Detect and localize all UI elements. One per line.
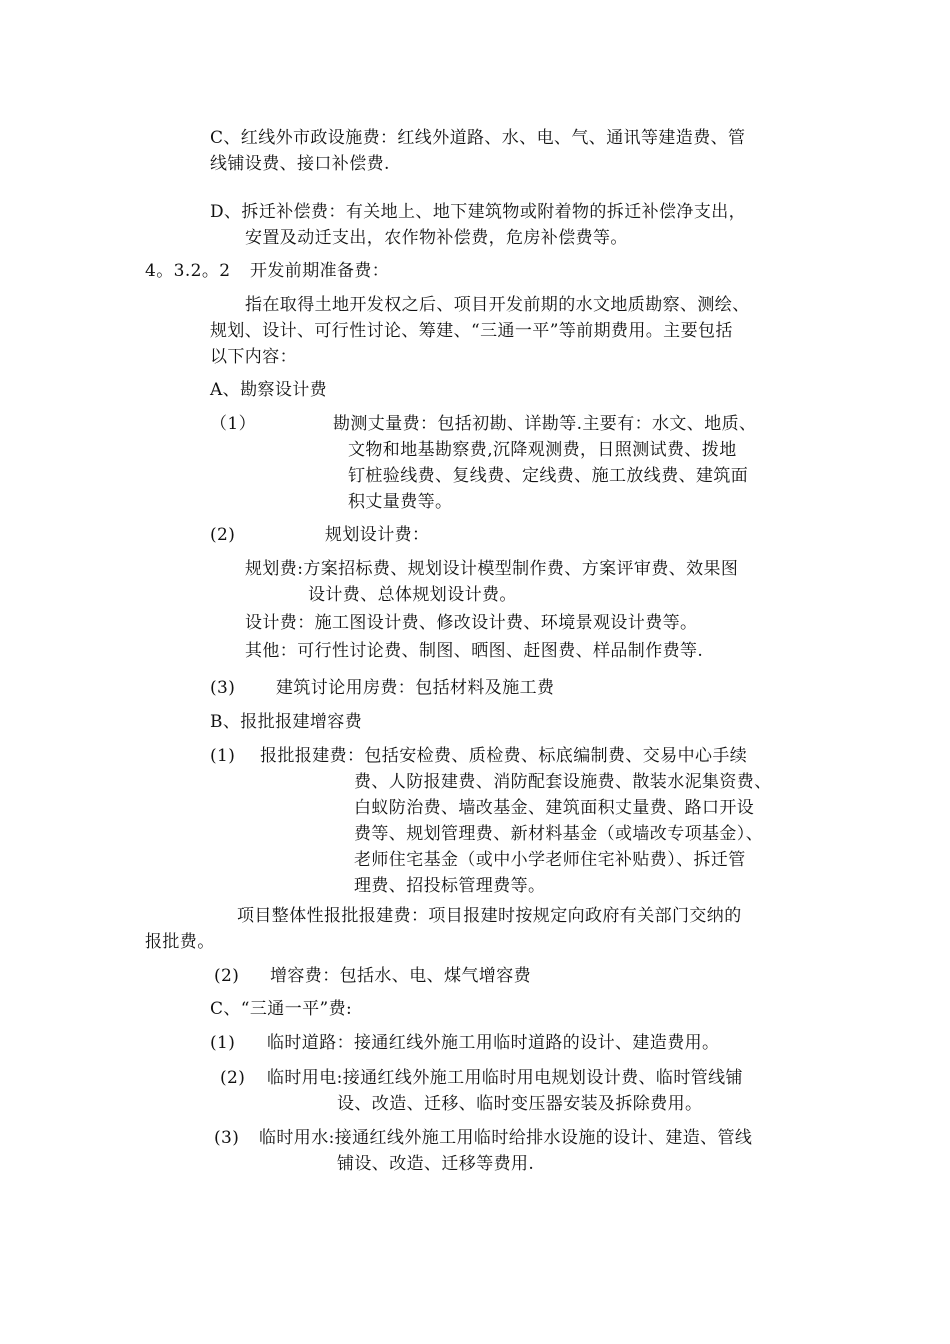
part-b-item-1-line-1: 报批报建费：包括安检费、质检费、标底编制费、交易中心手续 bbox=[260, 746, 748, 766]
part-a-item-3-num: (3) bbox=[210, 678, 236, 698]
other-fee-line: 其他：可行性讨论费、制图、晒图、赶图费、样品制作费等. bbox=[245, 641, 704, 661]
intro-line-2: 规划、设计、可行性讨论、筹建、“三通一平”等前期费用。主要包括 bbox=[210, 321, 733, 341]
part-b-item-1-num: (1) bbox=[210, 746, 236, 766]
part-a-item-1-line-3: 钉桩验线费、复线费、定线费、施工放线费、建筑面 bbox=[348, 466, 749, 486]
part-c-title: C、“三通一平”费: bbox=[210, 999, 353, 1019]
part-a-item-2-num: (2) bbox=[210, 525, 236, 545]
overall-fee-line-2: 报批费。 bbox=[145, 932, 215, 952]
section-d-line-1: D、拆迁补偿费：有关地上、地下建筑物或附着物的拆迁补偿净支出， bbox=[210, 202, 747, 222]
section-c-line-2: 线铺设费、接口补偿费. bbox=[210, 154, 390, 174]
planning-fee-line-1: 规划费:方案招标费、规划设计模型制作费、方案评审费、效果图 bbox=[245, 559, 739, 579]
part-b-title: B、报批报建增容费 bbox=[210, 712, 363, 732]
part-b-item-2-text: 增容费：包括水、电、煤气增容费 bbox=[270, 966, 531, 986]
part-b-item-1-line-5: 老师住宅基金（或中小学老师住宅补贴费）、拆迁管 bbox=[354, 850, 746, 870]
part-a-item-1-line-4: 积丈量费等。 bbox=[348, 492, 453, 512]
part-c-item-1-num: (1) bbox=[210, 1033, 236, 1053]
intro-line-1: 指在取得土地开发权之后、项目开发前期的水文地质勘察、测绘、 bbox=[245, 295, 750, 315]
part-c-item-3-line-1: 临时用水:接通红线外施工用临时给排水设施的设计、建造、管线 bbox=[259, 1128, 753, 1148]
part-b-item-1-line-4: 费等、规划管理费、新材料基金（或墙改专项基金）、 bbox=[354, 824, 764, 844]
part-a-item-1-line-1: 勘测丈量费：包括初勘、详勘等.主要有：水文、地质、 bbox=[333, 414, 757, 434]
part-b-item-1-line-2: 费、人防报建费、消防配套设施费、散装水泥集资费、 bbox=[354, 772, 772, 792]
part-b-item-1-line-6: 理费、招投标管理费等。 bbox=[354, 876, 546, 896]
part-c-item-3-line-2: 铺设、改造、迁移等费用. bbox=[337, 1154, 535, 1174]
part-c-item-2-line-2: 设、改造、迁移、临时变压器安装及拆除费用。 bbox=[337, 1094, 703, 1114]
intro-line-3: 以下内容： bbox=[210, 347, 297, 367]
heading-number: 4。3.2。2 bbox=[145, 261, 231, 281]
design-fee-line: 设计费：施工图设计费、修改设计费、环境景观设计费等。 bbox=[245, 613, 698, 633]
part-a-title: A、勘察设计费 bbox=[210, 380, 328, 400]
part-a-item-1-line-2: 文物和地基勘察费,沉降观测费，日照测试费、拨地 bbox=[348, 440, 737, 460]
part-a-item-3-text: 建筑讨论用房费：包括材料及施工费 bbox=[276, 678, 555, 698]
part-c-item-2-num: (2) bbox=[220, 1068, 246, 1088]
part-a-item-1-num: （1） bbox=[210, 414, 257, 434]
section-d-line-2: 安置及动迁支出，农作物补偿费，危房补偿费等。 bbox=[245, 228, 628, 248]
overall-fee-line-1: 项目整体性报批报建费：项目报建时按规定向政府有关部门交纳的 bbox=[237, 906, 742, 926]
planning-fee-line-2: 设计费、总体规划设计费。 bbox=[308, 585, 517, 605]
part-b-item-2-num: (2) bbox=[214, 966, 240, 986]
part-c-item-2-line-1: 临时用电:接通红线外施工用临时用电规划设计费、临时管线铺 bbox=[267, 1068, 743, 1088]
heading-title: 开发前期准备费： bbox=[250, 261, 390, 281]
part-a-item-2-title: 规划设计费： bbox=[325, 525, 430, 545]
part-c-item-3-num: (3) bbox=[214, 1128, 240, 1148]
part-b-item-1-line-3: 白蚁防治费、墙改基金、建筑面积丈量费、路口开设 bbox=[354, 798, 755, 818]
part-c-item-1-text: 临时道路：接通红线外施工用临时道路的设计、建造费用。 bbox=[267, 1033, 720, 1053]
section-c-line-1: C、红线外市政设施费：红线外道路、水、电、气、通讯等建造费、管 bbox=[210, 128, 746, 148]
